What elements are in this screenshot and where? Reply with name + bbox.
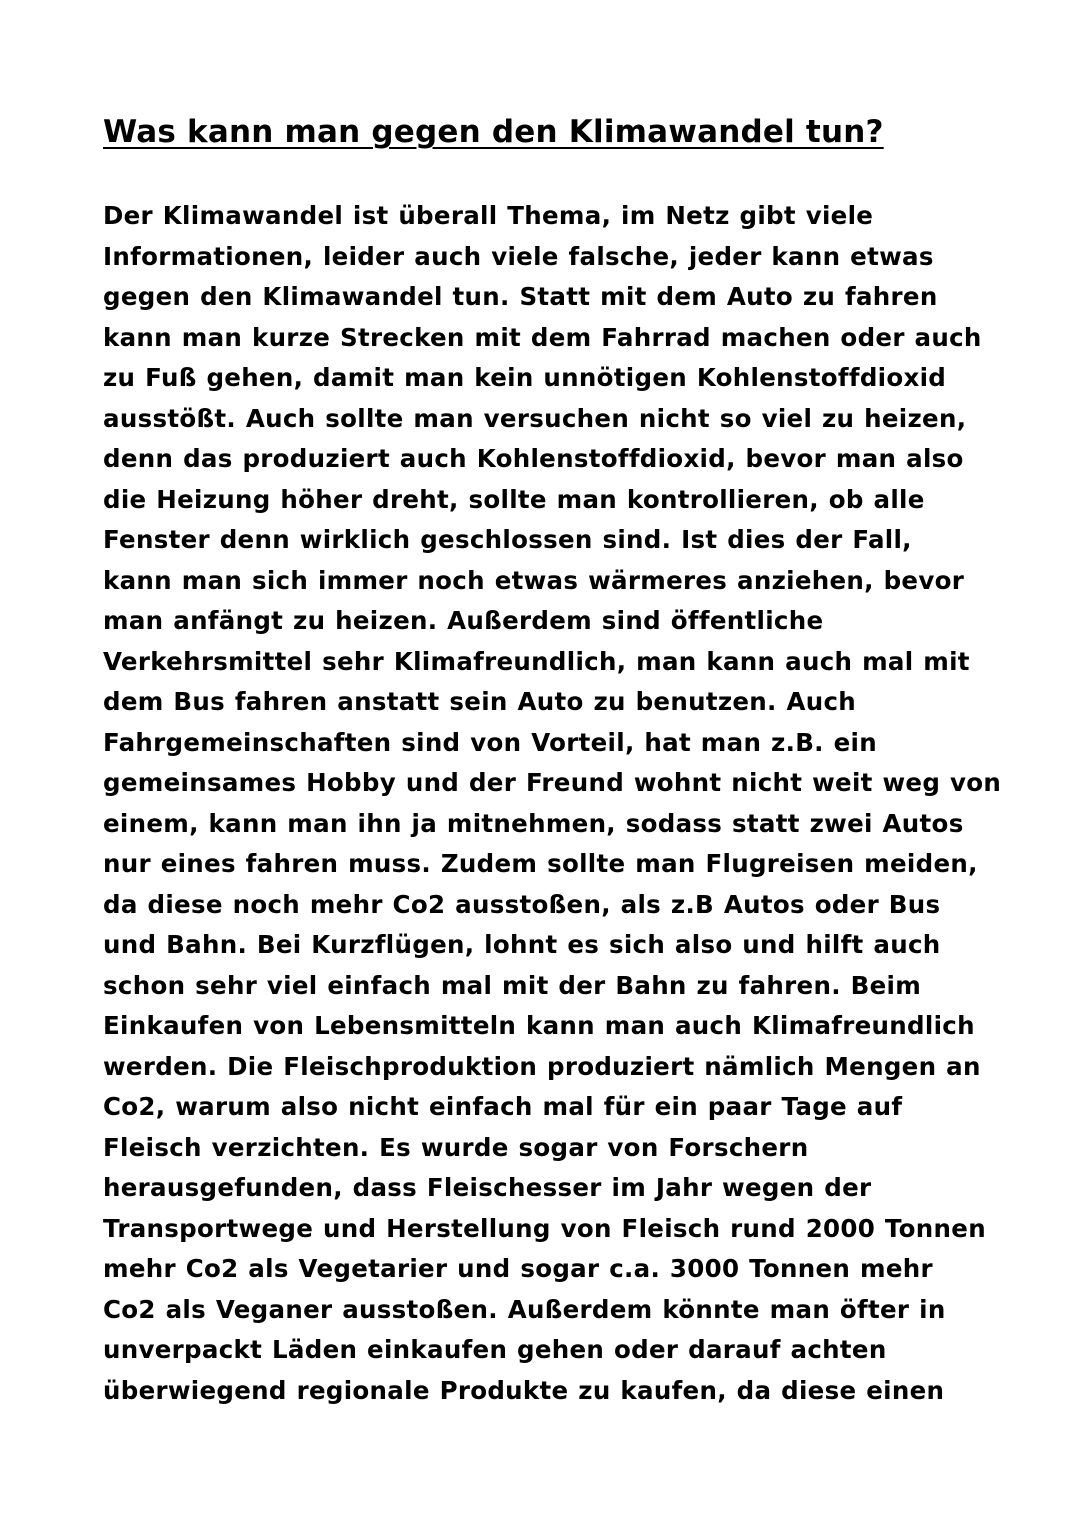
text-line: gemeinsames Hobby und der Freund wohnt nicht weit weg von [103, 768, 1002, 797]
text-line: da diese noch mehr Co2 ausstoßen, als z.B Autos oder Bus [103, 889, 941, 919]
text-line: nur eines fahren muss. Zudem sollte man Flugreisen meiden, [103, 849, 978, 878]
text-line: unverpackt Läden einkaufen gehen oder darauf achten [103, 1335, 887, 1364]
text-line: Fleisch verzichten. Es wurde sogar von Forschern [103, 1132, 809, 1162]
text-line: schon sehr viel einfach mal mit der Bahn zu fahren. Beim [103, 970, 922, 1000]
text-line: Fahrgemeinschaften sind von Vorteil, hat man z.B. ein [103, 727, 877, 757]
text-line: und Bahn. Bei Kurzflügen, lohnt es sich also und hilft auch [103, 930, 941, 959]
text-line: kann man sich immer noch etwas wärmeres anziehen, bevor [103, 565, 965, 595]
text-line: Einkaufen von Lebensmitteln kann man auch Klimafreundlich [103, 1011, 975, 1040]
text-line: mehr Co2 als Vegetarier und sogar c.a. 3000 Tonnen mehr [103, 1254, 933, 1283]
body-paragraph [103, 196, 1003, 1411]
text-line: denn das produziert auch Kohlenstoffdioxid, bevor man also [103, 444, 964, 473]
text-line: werden. Die Fleischproduktion produziert nämlich Mengen an [103, 1051, 981, 1081]
text-line: Informationen, leider auch viele falsche, jeder kann etwas [103, 241, 934, 271]
text-line: kann man kurze Strecken mit dem Fahrrad machen oder auch [103, 322, 982, 352]
text-line: ausstößt. Auch sollte man versuchen nicht so viel zu heizen, [103, 403, 967, 433]
text-line: Co2 als Veganer ausstoßen. Außerdem könnte man öfter in [103, 1294, 946, 1324]
text-line: dem Bus fahren anstatt sein Auto zu benutzen. Auch [103, 687, 857, 716]
text-line: Co2, warum also nicht einfach mal für ein paar Tage auf [103, 1092, 903, 1121]
text-line: zu Fuß gehen, damit man kein unnötigen Kohlenstoffdioxid [103, 363, 947, 392]
text-line: überwiegend regionale Produkte zu kaufen, da diese einen [103, 1375, 945, 1405]
text-line: Der Klimawandel ist überall Thema, im Netz gibt viele [103, 201, 874, 230]
document-title: Was kann man gegen den Klimawandel tun? [103, 114, 884, 150]
text-line: Transportwege und Herstellung von Fleisch rund 2000 Tonnen [103, 1213, 986, 1243]
text-line: Verkehrsmittel sehr Klimafreundlich, man kann auch mal mit [103, 646, 970, 676]
text-line: einem, kann man ihn ja mitnehmen, sodass statt zwei Autos [103, 808, 964, 838]
text-line: Fenster denn wirklich geschlossen sind. Ist dies der Fall, [103, 525, 912, 554]
text-line: man anfängt zu heizen. Außerdem sind öffentliche [103, 606, 824, 635]
text-line: gegen den Klimawandel tun. Statt mit dem Auto zu fahren [103, 282, 938, 311]
text-line: herausgefunden, dass Fleischesser im Jahr wegen der [103, 1173, 872, 1202]
text-line: die Heizung höher dreht, sollte man kontrollieren, ob alle [103, 484, 925, 514]
